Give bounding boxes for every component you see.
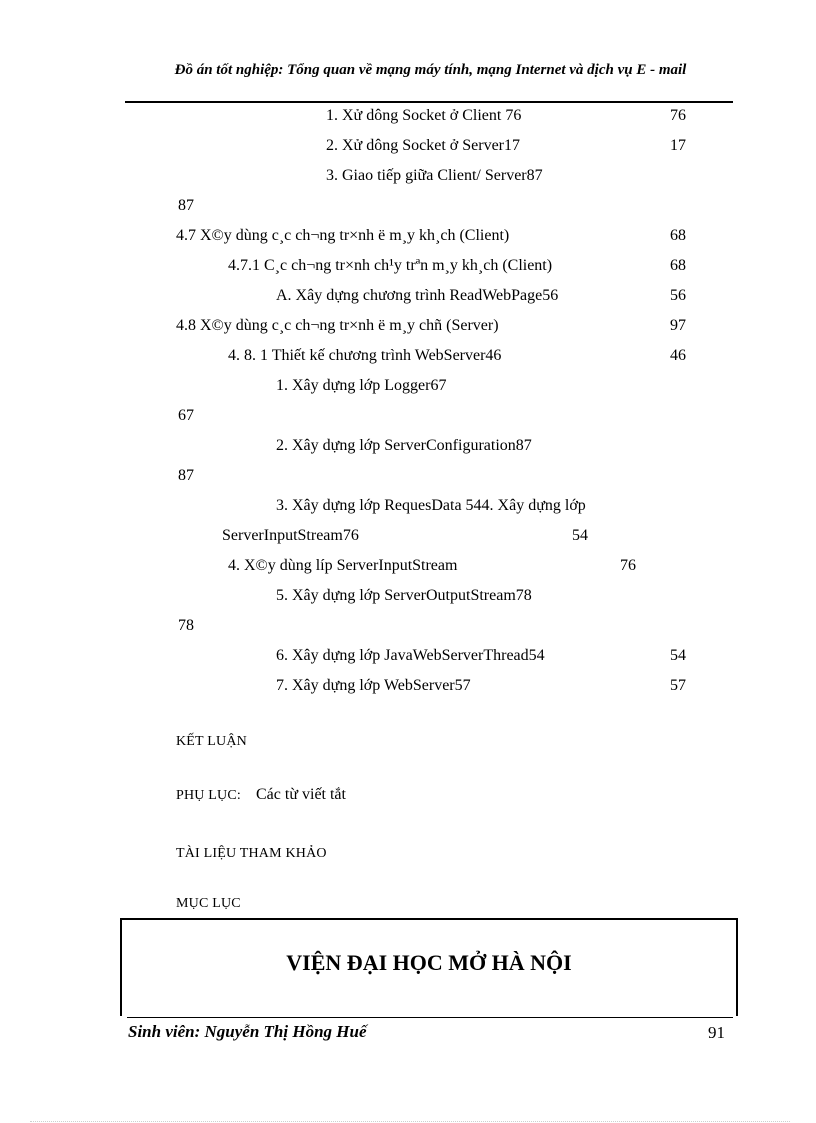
toc-entry: 4. 8. 1 Thiết kế chương trình WebServer46 [228, 347, 502, 364]
toc-page-number: 87 [178, 467, 194, 484]
toc-page-number: 97 [670, 317, 686, 334]
toc-page-number: 68 [670, 257, 686, 274]
toc-page-number: 78 [178, 617, 194, 634]
toc-entry: 1. Xử dông Socket ở Client 76 [326, 107, 522, 124]
page-bottom-divider [30, 1121, 790, 1122]
footer-rule [127, 1017, 733, 1018]
toc-page-number: 54 [670, 647, 686, 664]
toc-entry: 6. Xây dựng lớp JavaWebServerThread54 [276, 647, 545, 664]
toc-entry: 7. Xây dựng lớp WebServer57 [276, 677, 471, 694]
section-phu-luc-text: Các từ viết tắt [256, 786, 346, 803]
toc-entry: ServerInputStream76 [222, 527, 359, 544]
section-tai-lieu: TÀI LIỆU THAM KHẢO [176, 846, 327, 861]
header-rule [125, 101, 733, 103]
footer-student-name: Sinh viên: Nguyễn Thị Hồng Huế [128, 1022, 367, 1041]
section-muc-luc: MỤC LỤC [176, 896, 241, 911]
institution-name: VIỆN ĐẠI HỌC MỞ HÀ NỘI [286, 950, 572, 975]
toc-entry: 3. Xây dựng lớp RequesData 544. Xây dựng lớp [276, 497, 586, 514]
toc-page-number: 67 [178, 407, 194, 424]
toc-entry: 2. Xử dông Socket ở Server17 [326, 137, 520, 154]
toc-entry: 4.7 X©y dùng c¸c ch¬ng tr×nh ë m¸y kh¸ch (Client) [176, 227, 510, 244]
toc-page-number: 46 [670, 347, 686, 364]
toc-entry: 3. Giao tiếp giữa Client/ Server87 [326, 167, 543, 184]
footer-page-number: 91 [708, 1023, 725, 1042]
toc-entry: 1. Xây dựng lớp Logger67 [276, 377, 447, 394]
institution-box [120, 918, 738, 1016]
section-phu-luc-label: PHỤ LỤC: [176, 788, 241, 803]
toc-page-number: 76 [620, 557, 636, 574]
toc-page-number: 56 [670, 287, 686, 304]
toc-page-number: 87 [178, 197, 194, 214]
toc-page-number: 17 [670, 137, 686, 154]
toc-page-number: 54 [572, 527, 588, 544]
toc-page-number: 76 [670, 107, 686, 124]
toc-entry: A. Xây dựng chương trình ReadWebPage56 [276, 287, 559, 304]
document-header-title: Đồ án tốt nghiệp: Tổng quan về mạng máy tính, mạng Internet và dịch vụ E - mail [174, 62, 687, 78]
toc-page-number: 68 [670, 227, 686, 244]
toc-entry: 4.7.1 C¸c ch¬ng tr×nh ch¹y trªn m¸y kh¸ch (Client) [228, 257, 553, 274]
toc-entry: 4.8 X©y dùng c¸c ch¬ng tr×nh ë m¸y chñ (Server) [176, 317, 499, 334]
toc-entry: 2. Xây dựng lớp ServerConfiguration87 [276, 437, 532, 454]
section-ket-luan: KẾT LUẬN [176, 734, 247, 749]
toc-page-number: 57 [670, 677, 686, 694]
toc-entry: 5. Xây dựng lớp ServerOutputStream78 [276, 587, 532, 604]
toc-entry: 4. X©y dùng líp ServerInputStream [228, 557, 458, 574]
